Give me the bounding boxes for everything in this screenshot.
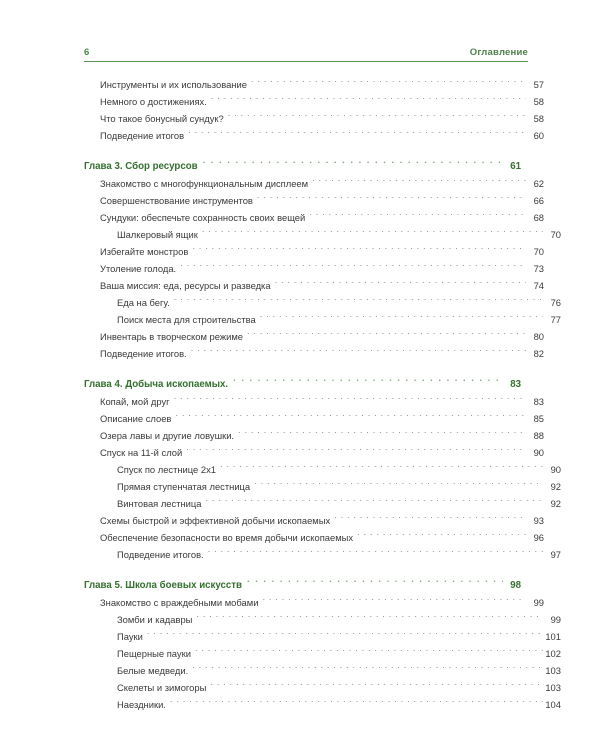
toc-entry-page-number: 74 (533, 280, 544, 291)
dot-leader (260, 314, 543, 323)
toc-entry-row[interactable] (84, 611, 561, 628)
toc-entry-row[interactable] (84, 512, 544, 529)
toc-entry-row[interactable] (84, 328, 544, 345)
dot-leader (206, 498, 543, 507)
toc-entry-row[interactable] (84, 175, 544, 192)
dot-leader (191, 348, 526, 357)
toc-entry-row[interactable] (84, 594, 544, 611)
toc-entry-label: Скелеты и зимогоры (117, 682, 207, 693)
toc-entry-label: Пещерные пауки (117, 648, 191, 659)
toc-entry-row[interactable] (84, 76, 544, 93)
dot-leader (192, 665, 543, 674)
toc-entry-page-number: 92 (550, 481, 561, 492)
toc-entry-label: Знакомство с многофункциональным дисплеем (100, 178, 309, 189)
toc-entry-page-number: 92 (550, 498, 561, 509)
toc-entry-row[interactable] (84, 277, 544, 294)
toc-entry-label: Глава 5. Школа боевых искусств (84, 580, 243, 591)
dot-leader (257, 195, 526, 204)
toc-entry-page-number: 85 (533, 413, 544, 424)
toc-entry-row[interactable] (84, 110, 544, 127)
toc-entry-row[interactable] (84, 127, 544, 144)
toc-entry-label: Спуск по лестнице 2х1 (117, 464, 216, 475)
toc-entry-label: Глава 4. Добыча ископаемых. (84, 379, 229, 390)
dot-leader (192, 246, 526, 255)
toc-entry-page-number: 82 (533, 348, 544, 359)
toc-entry-row[interactable] (84, 393, 544, 410)
toc-entry-page-number: 101 (545, 631, 561, 642)
dot-leader (208, 549, 543, 558)
toc-chapter-row[interactable] (84, 577, 528, 594)
toc-entry-label: Инвентарь в творческом режиме (100, 331, 244, 342)
toc-entry-page-number: 62 (533, 178, 544, 189)
toc-entry-row[interactable] (84, 209, 544, 226)
toc-entry-label: Шалкеровый ящик (117, 229, 198, 240)
dot-leader (233, 378, 503, 387)
toc-entry-page-number: 97 (550, 549, 561, 560)
toc-entry-label: Пауки (117, 631, 143, 642)
toc-entry-page-number: 66 (533, 195, 544, 206)
toc-entry-row[interactable] (84, 226, 561, 243)
toc-entry-row[interactable] (84, 645, 561, 662)
toc-entry-page-number: 104 (545, 699, 561, 710)
toc-entry-row[interactable] (84, 696, 561, 713)
toc-entry-page-number: 88 (533, 430, 544, 441)
dot-leader (275, 280, 526, 289)
dot-leader (175, 413, 526, 422)
toc-entry-label: Сундуки: обеспечьте сохранность своих вещей (100, 212, 306, 223)
toc-entry-page-number: 96 (533, 532, 544, 543)
toc-entry-label: Что такое бонусный сундук? (100, 113, 224, 124)
toc-entry-page-number: 61 (510, 161, 521, 172)
dot-leader (188, 130, 526, 139)
toc-entry-row[interactable] (84, 345, 544, 362)
toc-entry-page-number: 90 (550, 464, 561, 475)
toc-entry-page-number: 99 (533, 597, 544, 608)
toc-entry-label: Зомби и кадавры (117, 614, 193, 625)
toc-entry-label: Утоление голода. (100, 263, 177, 274)
toc-entry-label: Копай, мой друг (100, 396, 170, 407)
dot-leader (180, 263, 526, 272)
dot-leader (174, 396, 526, 405)
toc-entry-row[interactable] (84, 444, 544, 461)
toc-entry-label: Схемы быстрой и эффективной добычи ископаемых (100, 515, 331, 526)
dot-leader (247, 579, 503, 588)
toc-entry-row[interactable] (84, 410, 544, 427)
toc-entry-label: Избегайте монстров (100, 246, 189, 257)
toc-entry-label: Подведение итогов (100, 130, 185, 141)
running-head (84, 38, 528, 62)
toc-entry-label: Прямая ступенчатая лестница (117, 481, 251, 492)
toc-entry-row[interactable] (84, 495, 561, 512)
dot-leader (186, 447, 526, 456)
toc-entry-row[interactable] (84, 294, 561, 311)
dot-leader (254, 481, 543, 490)
toc-entry-row[interactable] (84, 93, 544, 110)
toc-entry-label: Глава 3. Сбор ресурсов (84, 161, 198, 172)
toc-entry-page-number: 83 (510, 379, 521, 390)
toc-entry-row[interactable] (84, 192, 544, 209)
toc-entry-page-number: 90 (533, 447, 544, 458)
toc-entry-page-number: 102 (545, 648, 561, 659)
toc-entry-page-number: 93 (533, 515, 544, 526)
dot-leader (195, 648, 543, 657)
dot-leader (309, 212, 526, 221)
dot-leader (312, 178, 526, 187)
toc-entry-row[interactable] (84, 427, 544, 444)
table-of-contents (84, 76, 561, 713)
toc-entry-label: Знакомство с враждебными мобами (100, 597, 259, 608)
toc-entry-label: Инструменты и их использование (100, 79, 247, 90)
running-head-title: Оглавление (469, 47, 528, 58)
toc-entry-page-number: 73 (533, 263, 544, 274)
toc-entry-label: Винтовая лестница (117, 498, 202, 509)
toc-chapter-row[interactable] (84, 158, 528, 175)
toc-entry-page-number: 57 (533, 79, 544, 90)
toc-entry-row[interactable] (84, 243, 544, 260)
dot-leader (334, 515, 526, 524)
toc-entry-label: Подведение итогов. (117, 549, 204, 560)
toc-entry-page-number: 77 (550, 314, 561, 325)
dot-leader (196, 614, 543, 623)
toc-entry-label: Описание слоев (100, 413, 172, 424)
dot-leader (170, 699, 543, 708)
dot-leader (357, 532, 526, 541)
dot-leader (202, 229, 543, 238)
toc-entry-row[interactable] (84, 311, 561, 328)
toc-entry-page-number: 80 (533, 331, 544, 342)
dot-leader (238, 430, 526, 439)
toc-entry-row[interactable] (84, 260, 544, 277)
toc-entry-row[interactable] (84, 628, 561, 645)
toc-entry-label: Обеспечение безопасности во время добычи ископаемых (100, 532, 354, 543)
toc-entry-page-number: 99 (550, 614, 561, 625)
toc-entry-label: Ваша миссия: еда, ресурсы и разведка (100, 280, 271, 291)
dot-leader (262, 597, 526, 606)
toc-entry-page-number: 76 (550, 297, 561, 308)
dot-leader (220, 464, 543, 473)
toc-entry-row[interactable] (84, 679, 561, 696)
page-number-folio: 6 (84, 47, 90, 58)
toc-entry-page-number: 58 (533, 96, 544, 107)
dot-leader (147, 631, 543, 640)
toc-entry-page-number: 98 (510, 580, 521, 591)
toc-entry-label: Подведение итогов. (100, 348, 187, 359)
toc-entry-row[interactable] (84, 461, 561, 478)
toc-entry-page-number: 58 (533, 113, 544, 124)
toc-entry-row[interactable] (84, 662, 561, 679)
toc-chapter-row[interactable] (84, 376, 528, 393)
dot-leader (211, 96, 526, 105)
dot-leader (203, 160, 503, 169)
toc-entry-label: Озера лавы и другие ловушки. (100, 430, 235, 441)
dot-leader (174, 297, 543, 306)
dot-leader (210, 682, 543, 691)
toc-entry-label: Белые медведи. (117, 665, 189, 676)
toc-entry-page-number: 68 (533, 212, 544, 223)
toc-entry-label: Немного о достижениях. (100, 96, 207, 107)
dot-leader (247, 331, 526, 340)
dot-leader (251, 79, 526, 88)
toc-entry-page-number: 103 (545, 682, 561, 693)
toc-entry-page-number: 70 (550, 229, 561, 240)
toc-entry-label: Поиск места для строительства (117, 314, 256, 325)
toc-entry-row[interactable] (84, 546, 561, 563)
toc-entry-row[interactable] (84, 529, 544, 546)
toc-entry-label: Наездники. (117, 699, 166, 710)
dot-leader (228, 113, 526, 122)
toc-entry-label: Еда на бегу. (117, 297, 170, 308)
toc-entry-row[interactable] (84, 478, 561, 495)
toc-entry-page-number: 70 (533, 246, 544, 257)
toc-entry-label: Совершенствование инструментов (100, 195, 253, 206)
toc-entry-label: Спуск на 11-й слой (100, 447, 183, 458)
toc-entry-page-number: 60 (533, 130, 544, 141)
toc-entry-page-number: 83 (533, 396, 544, 407)
toc-entry-page-number: 103 (545, 665, 561, 676)
